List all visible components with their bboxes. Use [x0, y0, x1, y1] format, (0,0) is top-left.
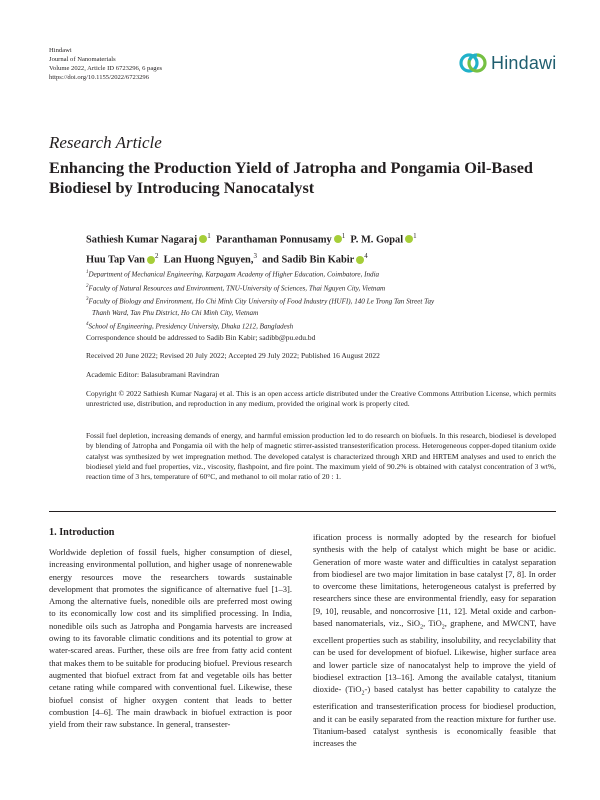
- correspondence: Correspondence should be addressed to Sadib Bin Kabir; sadibb@pu.edu.bd: [86, 333, 316, 342]
- author-list: [86, 228, 556, 269]
- affiliation-item: $^1$Department of Mechanical Engineering, Karpagam Academy of Higher Education, Coimbatore, India: [86, 270, 380, 279]
- author-name[interactable]: P. M. Gopal: [350, 234, 404, 246]
- doi-link[interactable]: https://doi.org/10.1155/2022/6723296: [49, 74, 150, 81]
- author-name[interactable]: Paranthaman Ponnusamy: [215, 234, 332, 246]
- section-heading: 1. Introduction: [49, 527, 115, 538]
- author-affiliation-num: 1: [341, 232, 346, 240]
- body-column-left: Worldwide depletion of fossil fuels, higher consumption of diesel, increasing environmental pollution, and higher usage of nonrenewable energy resources move the researchers towards sustainable development that promotes the significance of alternative fuel [1–3]. Among the alternative fuels, nonedible oils are preferred most owing to its economically low cost and its simplified processing. In India, nonedible oils such as Jatropha and Pongamia harvests are increased owing to its favorable climatic conditions and its potential to grow at water-scared areas. Further, these oils are free from fatty acid content that makes them to be suitable for producing biofuel. Previous research augmented that biofuel extract from fat and vegetable oils has better cetane rating while compared with conventional fuel. Likewise, these biofuel consist of higher oxygen content that leads to better combustion [4–6]. The main drawback in biofuel extraction is poor yield from their raw substance. In general, transester-: [49, 547, 292, 730]
- orcid-icon[interactable]: [147, 256, 155, 264]
- volume-info: Volume 2022, Article ID 6723296, 6 pages: [49, 65, 163, 72]
- affiliation-list: [86, 267, 556, 332]
- author-affiliation-num: 1: [207, 232, 211, 240]
- divider: [49, 511, 556, 512]
- orcid-icon[interactable]: [334, 235, 342, 243]
- article-title: Enhancing the Production Yield of Jatropha and Pongamia Oil-Based Biodiesel by Introducing Nanocatalyst: [49, 158, 533, 197]
- affiliation-item: $^4$School of Engineering, Presidency University, Dhaka 1212, Bangladesh: [86, 321, 294, 331]
- publisher-name: Hindawi: [49, 47, 72, 54]
- hindawi-logo-icon: [458, 48, 488, 78]
- academic-editor: Academic Editor: Balasubramani Ravindran: [86, 370, 220, 379]
- body-column-right: ification process is normally adopted by the research for biofuel synthesis with the help of catalyst which might be base or acidic. Generation of more waste water and difficulties in catalyst separation from biodiesel are two major limitation in base catalyst [7, 8]. In order to overcome these limitations, heterogeneous catalyst is preferred by researchers since these are environmental friendly, easy for separation [9, 10], reusable, and noncorrosive [11, 12]. Metal oxide and carbon-based nanomaterials, viz., SiO$_2$, TiO$_2$, graphene, and MWCNT, have excellent properties such as stability, insolubility, and recyclability that can be used for development of biofuel. Likewise, higher surface area and lower particle size of nanocatalyst help to improve the yield of biodiesel extraction [13–16]. Among the available catalyst, titanium dioxide- (TiO$_2$-) based catalyst has better capability to catalyze the esterification and transesterification process for biodiesel production, and it can be easily separated from the reaction mixture for further use. Titanium-based catalyst synthesis is economically feasible that increases the: [313, 532, 556, 749]
- orcid-icon[interactable]: [356, 256, 364, 264]
- abstract: Fossil fuel depletion, increasing demands of energy, and harmful emission production led to do research on biofuels. In this research, biodiesel is developed by blending of Jatropha and Pongamia oil with the help of magnetic stirrer-assisted transesterification process. Heterogeneous copper-doped titanium oxide catalyst was synthesized by wet impregnation method. The developed catalyst is characterized through XRD and HRTEM analyses and used to enrich the biodiesel yield and fuel properties, viz., viscosity, flashpoint, and fire point. The maximum yield of 90.2% is obtained with catalyst concentration of 3 wt%, reaction time of 3 hrs, temperature of 60°C, and methanol to oil molar ratio of 20 : 1.: [86, 431, 556, 482]
- hindawi-logo[interactable]: [458, 48, 556, 78]
- copyright-notice: Copyright © 2022 Sathiesh Kumar Nagaraj et al. This is an open access article distributed under the Creative Commons Attribution License, which permits unrestricted use, distribution, and reproduction in any medium, provided the original work is properly cited.: [86, 389, 556, 409]
- author-affiliation-num: 4: [364, 252, 368, 261]
- affiliation-item: $^3$Faculty of Biology and Environment, Ho Chi Minh City University of Food Industry (HUFI), 140 Le Trong Tan Street Tay Thanh Ward, Tan Phu District, Ho Chi Minh City, Vietnam: [86, 297, 435, 317]
- orcid-icon[interactable]: [405, 235, 413, 243]
- publication-dates: Received 20 June 2022; Revised 20 July 2022; Accepted 29 July 2022; Published 16 August 2022: [86, 351, 380, 360]
- author-name[interactable]: and Sadib Bin Kabir: [262, 254, 355, 266]
- author-name[interactable]: Huu Tap Van: [86, 254, 145, 266]
- author-affiliation-num: 3: [253, 252, 257, 261]
- journal-name: Journal of Nanomaterials: [49, 56, 116, 63]
- author-name[interactable]: Lan Huong Nguyen,: [163, 254, 254, 266]
- author-affiliation-num: 1: [413, 232, 417, 240]
- affiliation-item: $^2$Faculty of Natural Resources and Environment, TNU-University of Sciences, Thai Nguyen City, Vietnam: [86, 283, 386, 292]
- author-name[interactable]: Sathiesh Kumar Nagaraj: [86, 234, 198, 246]
- orcid-icon[interactable]: [199, 235, 207, 243]
- article-type: Research Article: [49, 133, 162, 152]
- journal-info: [49, 46, 162, 82]
- hindawi-logo-text: Hindawi: [491, 52, 557, 73]
- author-affiliation-num: 2: [154, 252, 159, 261]
